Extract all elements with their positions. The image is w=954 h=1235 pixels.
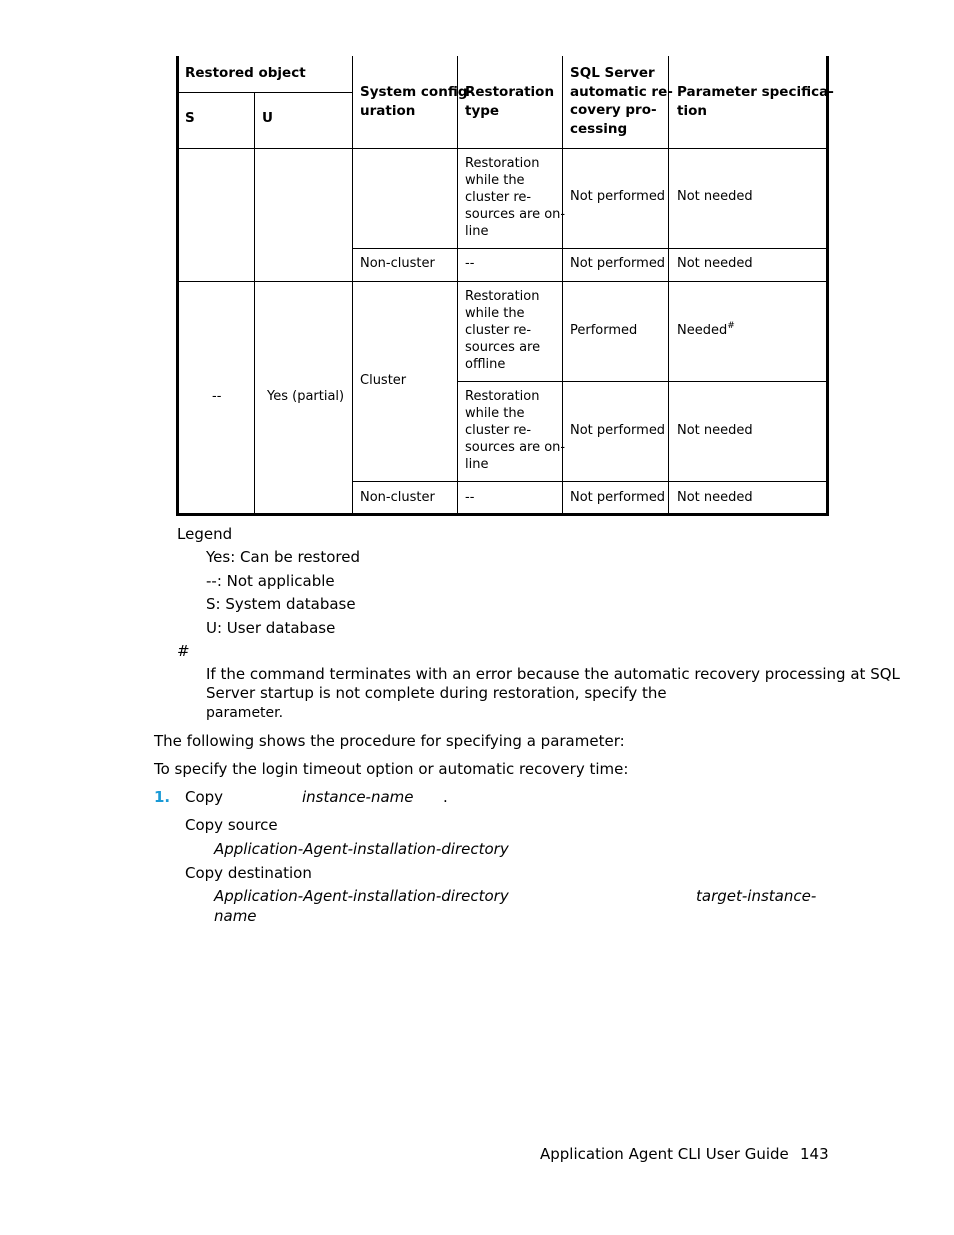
step-period: .	[443, 788, 448, 806]
body-paragraph: To specify the login timeout option or automatic recovery time:	[154, 760, 629, 778]
table-cell: Not performed	[570, 490, 666, 505]
footnote-line: If the command terminates with an error because the automatic recovery processing at SQL	[206, 665, 900, 683]
step-text: Copy	[185, 788, 224, 806]
header-parameter-spec: Parameter specifica- tion	[677, 84, 834, 119]
step-number: 1.	[154, 788, 171, 806]
copy-destination-label: Copy destination	[185, 864, 312, 882]
table-cell: Restoration while the cluster re- sources are on- line	[465, 389, 566, 472]
table-left-border	[176, 56, 179, 516]
table-cell: Not needed	[677, 189, 753, 204]
legend-item: S: System database	[206, 595, 356, 613]
header-u: U	[262, 110, 273, 126]
step-instance-name: instance-name	[302, 788, 414, 806]
header-sql-recovery: SQL Server automatic re- covery pro- cessing	[570, 65, 673, 137]
copy-source-label: Copy source	[185, 816, 278, 834]
header-system-configuration: System config- uration	[360, 84, 474, 119]
copy-destination-path: Application-Agent-installation-directory	[214, 887, 509, 905]
table-cell: Restoration while the cluster re- sources are offline	[465, 289, 541, 372]
table-cell: Not performed	[570, 423, 666, 438]
legend-item: U: User database	[206, 619, 336, 637]
page-number: 143	[800, 1145, 829, 1163]
copy-destination-target: name	[214, 907, 257, 925]
footnote-line: Server startup is not complete during restoration, specify the	[206, 684, 667, 702]
table-cell: --	[465, 256, 475, 271]
table-cell: Yes (partial)	[267, 389, 345, 404]
table-cell: --	[465, 490, 475, 505]
table-cell: Not needed	[677, 256, 753, 271]
table-cell: Restoration while the cluster re- sources are on- line	[465, 156, 566, 239]
table-cell: Performed	[570, 323, 638, 338]
legend-item: Yes: Can be restored	[206, 548, 361, 566]
header-restored-object: Restored object	[185, 65, 306, 81]
table-right-border	[826, 56, 829, 516]
legend-title: Legend	[177, 525, 233, 543]
body-paragraph: The following shows the procedure for specifying a parameter:	[154, 732, 625, 750]
table-cell: Cluster	[360, 373, 407, 388]
copy-source-path: Application-Agent-installation-directory	[214, 840, 509, 858]
footnote-line: parameter.	[206, 705, 284, 721]
table-cell: Not performed	[570, 256, 666, 271]
table-cell: Not performed	[570, 189, 666, 204]
table-cell: Not needed	[677, 423, 753, 438]
copy-destination-target: target-instance-	[696, 887, 817, 905]
table-cell: Non-cluster	[360, 256, 435, 271]
table-cell: --	[212, 389, 222, 404]
footnote-mark: #	[177, 642, 190, 660]
table-cell: Needed#	[677, 321, 735, 338]
footer-title: Application Agent CLI User Guide	[540, 1145, 789, 1163]
footnote-mark: #	[727, 321, 735, 331]
table-cell: Not needed	[677, 490, 753, 505]
header-s: S	[185, 110, 195, 126]
legend-item: --: Not applicable	[206, 572, 335, 590]
table-bottom-border	[176, 513, 829, 516]
table-cell: Non-cluster	[360, 490, 435, 505]
header-restoration-type: Restoration type	[465, 84, 555, 119]
